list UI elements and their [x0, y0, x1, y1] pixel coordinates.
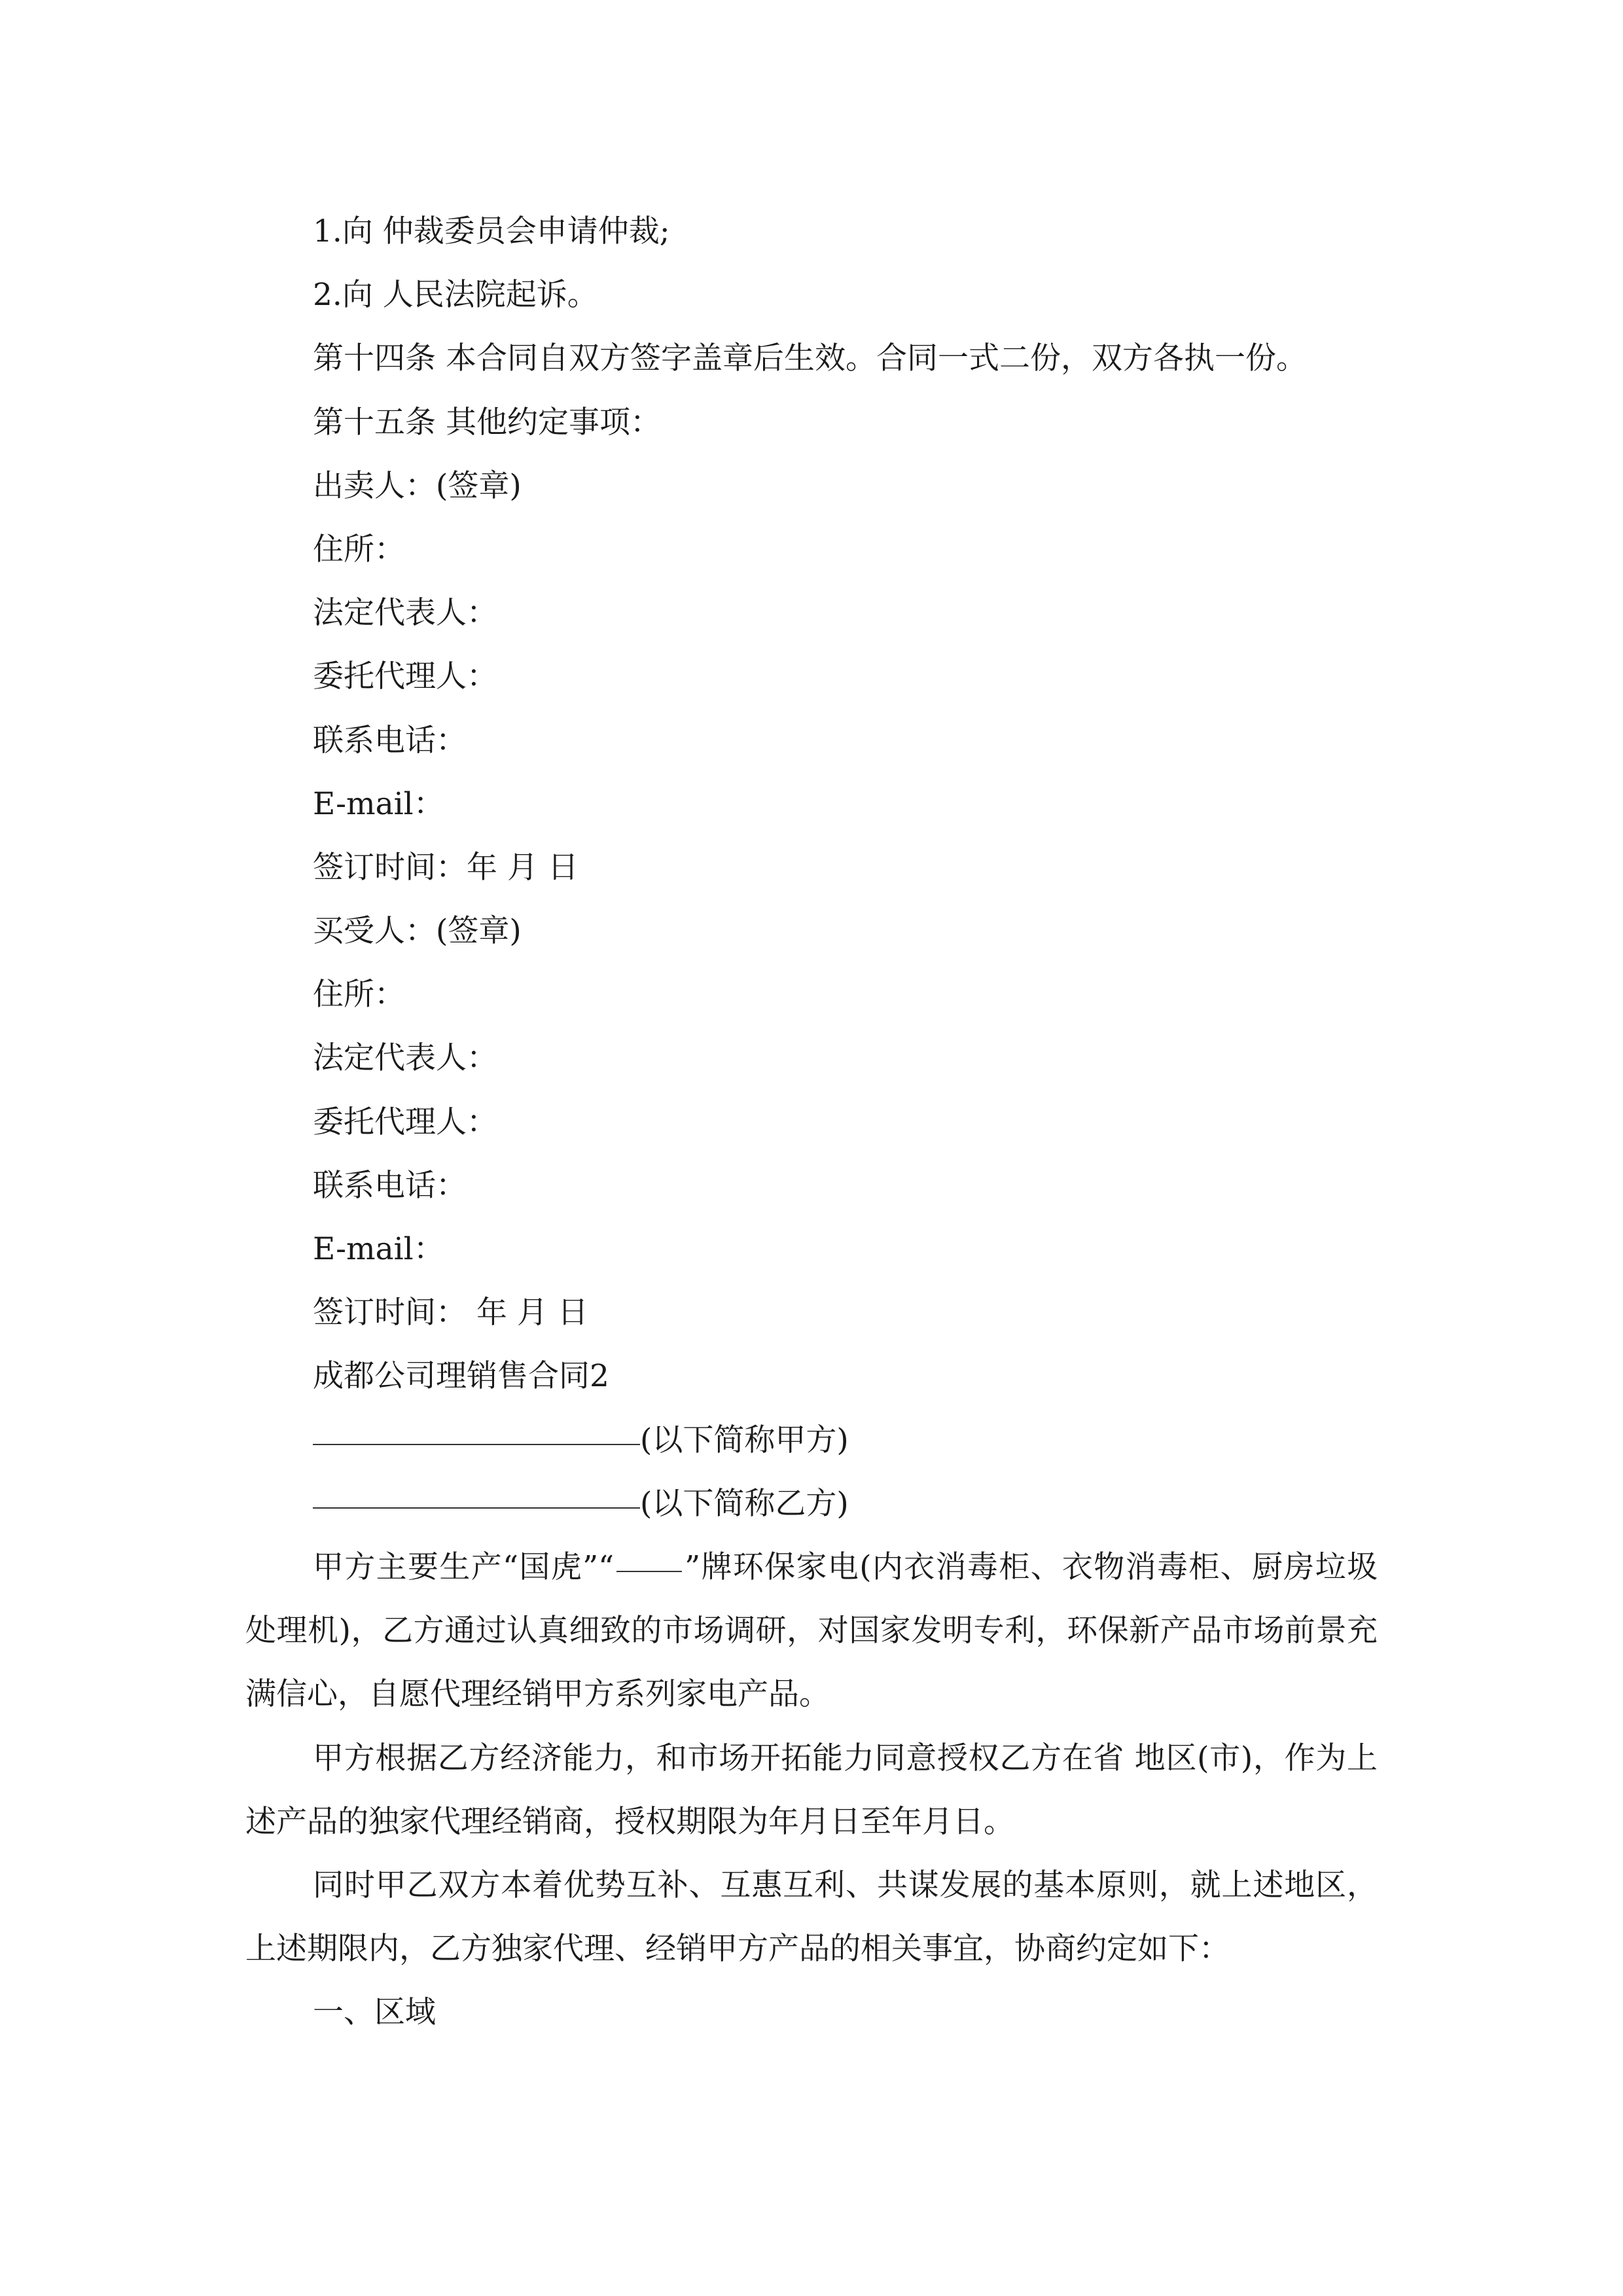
seller-date: 签订时间：年 月 日 — [313, 849, 579, 886]
party-b-blank — [313, 1507, 640, 1509]
products-text-end: ”牌环保家电(内衣消毒柜、衣物消毒柜、厨房垃圾处理机)，乙方通过认真细致的市场调研，对国家发明专利，环保新产品市场前景充满信心，自愿代理经销甲方系列家电产品。 — [245, 1549, 1378, 1713]
seller-title: 出卖人：(签章) — [313, 467, 522, 504]
seller-phone: 联系电话： — [313, 722, 467, 759]
seller-address: 住所： — [313, 531, 405, 567]
buyer-email: E-mail： — [313, 1231, 444, 1267]
products-text-start: 甲方主要生产“国虎”“ — [313, 1549, 615, 1585]
seller-legal-rep: 法定代表人： — [313, 595, 497, 632]
article-15: 第十五条 其他约定事项： — [313, 404, 661, 440]
party-a-blank — [313, 1443, 640, 1445]
paragraph-products — [245, 1535, 1378, 1727]
party-b-line — [245, 1472, 1378, 1535]
article-14: 第十四条 本合同自双方签字盖章后生效。合同一式二份，双方各执一份。 — [313, 340, 1307, 377]
paragraph-principles: 同时甲乙双方本着优势互补、互惠互利、共谋发展的基本原则，就上述地区，上述期限内，乙方独家代理、经销甲方产品的相关事宜，协商约定如下： — [245, 1867, 1378, 1967]
buyer-address: 住所： — [313, 977, 405, 1013]
party-a-line — [245, 1408, 1378, 1472]
paragraph-authorization: 甲方根据乙方经济能力，和市场开拓能力同意授权乙方在省 地区(市)，作为上述产品的独家代理经销商，授权期限为年月日至年月日。 — [245, 1740, 1378, 1840]
document-body — [245, 200, 1378, 2045]
buyer-title: 买受人：(签章) — [313, 913, 522, 950]
buyer-agent: 委托代理人： — [313, 1103, 497, 1140]
clause-arbitration: 1.向 仲裁委员会申请仲裁; — [313, 213, 670, 249]
section-region-heading: 一、区域 — [313, 1994, 436, 2031]
clause-court: 2.向 人民法院起诉。 — [313, 277, 598, 314]
seller-email: E-mail： — [313, 785, 444, 822]
buyer-legal-rep: 法定代表人： — [313, 1040, 497, 1077]
contract2-title: 成都公司理销售合同2 — [313, 1358, 609, 1395]
buyer-date: 签订时间： 年 月 日 — [313, 1295, 588, 1331]
seller-agent: 委托代理人： — [313, 658, 497, 695]
buyer-phone: 联系电话： — [313, 1167, 467, 1204]
party-b-suffix: (以下简称乙方) — [640, 1485, 849, 1522]
party-a-suffix: (以下简称甲方) — [640, 1422, 849, 1458]
brand-blank — [616, 1570, 682, 1572]
